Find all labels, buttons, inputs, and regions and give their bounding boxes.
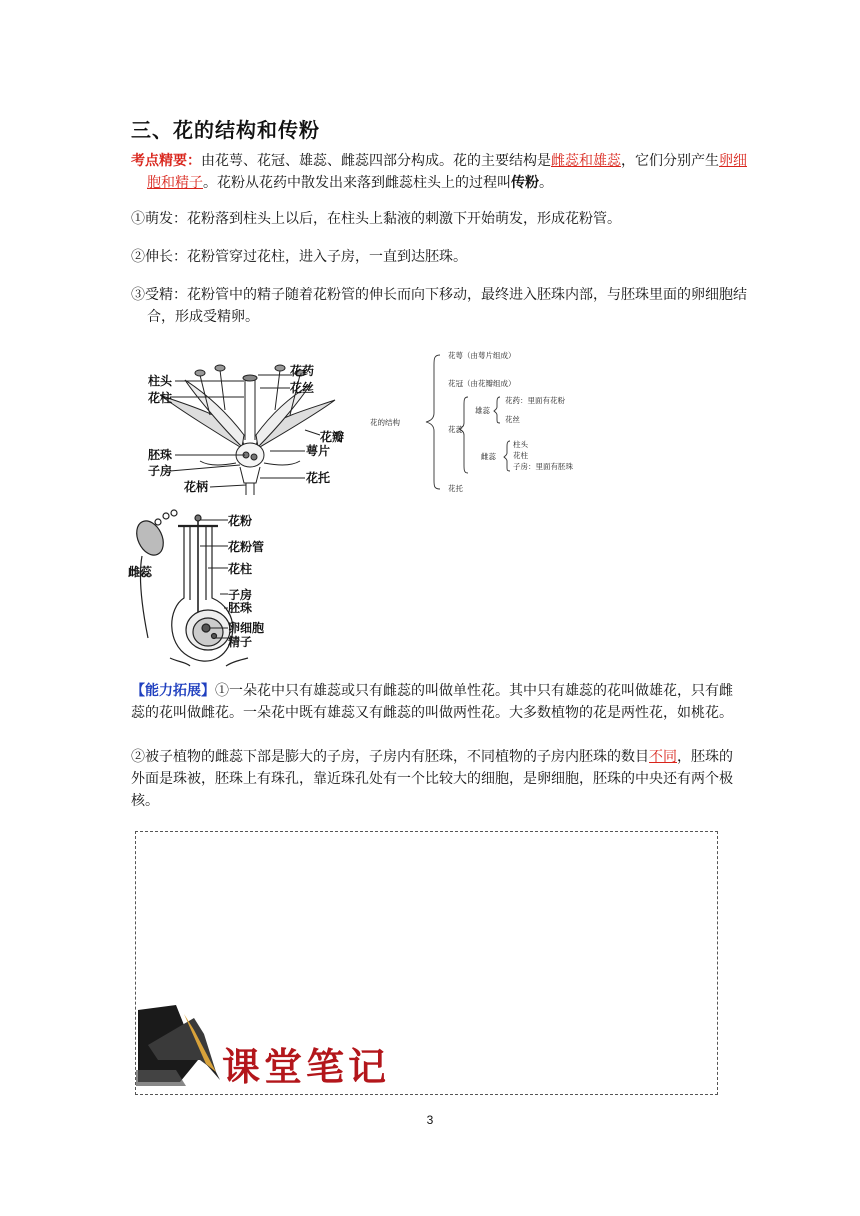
class-notes-label: 课堂笔记 [222,1044,391,1089]
tree-calyx: 花萼（由萼片组成） [448,351,516,360]
section-title: 三、花的结构和传粉 [131,118,320,142]
page-number: 3 [426,1113,434,1127]
extension-answer: 不同 [649,749,677,765]
tree-braces [426,355,510,489]
label-style: 花柱 [148,391,173,405]
label-pollen: 花粉 [228,514,253,528]
key-points-text-3: 。花粉从花药中散发出来落到雌蕊柱头上的过程叫 [203,175,511,191]
label-egg-cell: 卵细胞 [228,621,265,635]
key-points-text-4: 。 [539,175,553,191]
label-ovule: 胚珠 [148,448,173,462]
class-notes-banner [136,1000,416,1092]
key-points-text-2: ，它们分别产生 [621,153,719,169]
label-ovary: 子房 [148,464,173,478]
extension-text-2a: ②被子植物的雌蕊下部是膨大的子房，子房内有胚珠，不同植物的子房内胚珠的数目 [131,749,649,765]
label-pistil: 雌蕊 [128,565,153,579]
step-fertilization: ③受精：花粉管中的精子随着花粉管的伸长而向下移动，最终进入胚珠内部，与胚珠里面的卵细胞结合，形成受精卵。 [131,287,747,325]
tree-anther: 花药：里面有花粉 [505,396,565,405]
label-sperm: 精子 [228,635,253,649]
flower-structure-tree [368,345,598,495]
tree-stamens-pistil: 花蕊 [448,425,463,434]
label-pollen-tube: 花粉管 [228,540,265,554]
tree-root: 花的结构 [370,418,400,427]
extension-paragraph-1 [131,680,735,724]
label-anther: 花药 [290,364,315,378]
extension-label: 【能力拓展】 [131,683,215,699]
label-receptacle: 花托 [306,471,331,485]
tree-style: 花柱 [513,451,528,460]
step-elongation: ②伸长：花粉管穿过花柱，进入子房，一直到达胚珠。 [131,249,467,265]
label-pedicel: 花柄 [184,480,209,494]
label-sepal: 萼片 [306,444,331,458]
label-style: 花柱 [228,562,253,576]
tree-ovary: 子房：里面有胚珠 [513,462,573,471]
step-germination: ①萌发：花粉落到柱头上以后，在柱头上黏液的刺激下开始萌发，形成花粉管。 [131,211,621,227]
tree-receptacle: 花托 [448,484,463,493]
key-points-answer-1: 雌蕊和雄蕊 [551,153,621,169]
label-filament: 花丝 [290,381,315,395]
key-points-answer-2: 卵细胞和精子 [147,153,747,191]
flower-structure-diagram [140,355,355,495]
key-points [131,150,747,194]
tree-filament: 花丝 [505,415,520,424]
key-points-term: 传粉 [511,175,539,191]
extension-paragraph-2 [131,746,735,812]
extension-text-2b: ，胚珠的外面是珠被，胚珠上有珠孔，靠近珠孔处有一个比较大的细胞，是卵细胞，胚珠的中央还有两个极核。 [131,749,733,809]
key-points-label: 考点精要： [131,153,201,169]
label-stigma: 柱头 [148,374,173,388]
tree-corolla: 花冠（由花瓣组成） [448,379,516,388]
tree-pistil: 雌蕊 [481,452,496,461]
label-ovule: 胚珠 [228,601,253,615]
extension-text-1: ①一朵花中只有雄蕊或只有雌蕊的叫做单性花。其中只有雄蕊的花叫做雄花，只有雌蕊的花叫做雌花。一朵花中既有雄蕊又有雌蕊的叫做两性花。大多数植物的花是两性花，如桃花。 [131,683,733,721]
key-points-text-1: 由花萼、花冠、雄蕊、雌蕊四部分构成。花的主要结构是 [201,153,551,169]
pollination-diagram [128,508,288,668]
tree-stigma: 柱头 [513,440,528,449]
label-ovary: 子房 [228,588,253,602]
tree-stamen: 雄蕊 [475,406,490,415]
pencil-icon [136,1005,220,1086]
label-petal: 花瓣 [320,430,345,444]
